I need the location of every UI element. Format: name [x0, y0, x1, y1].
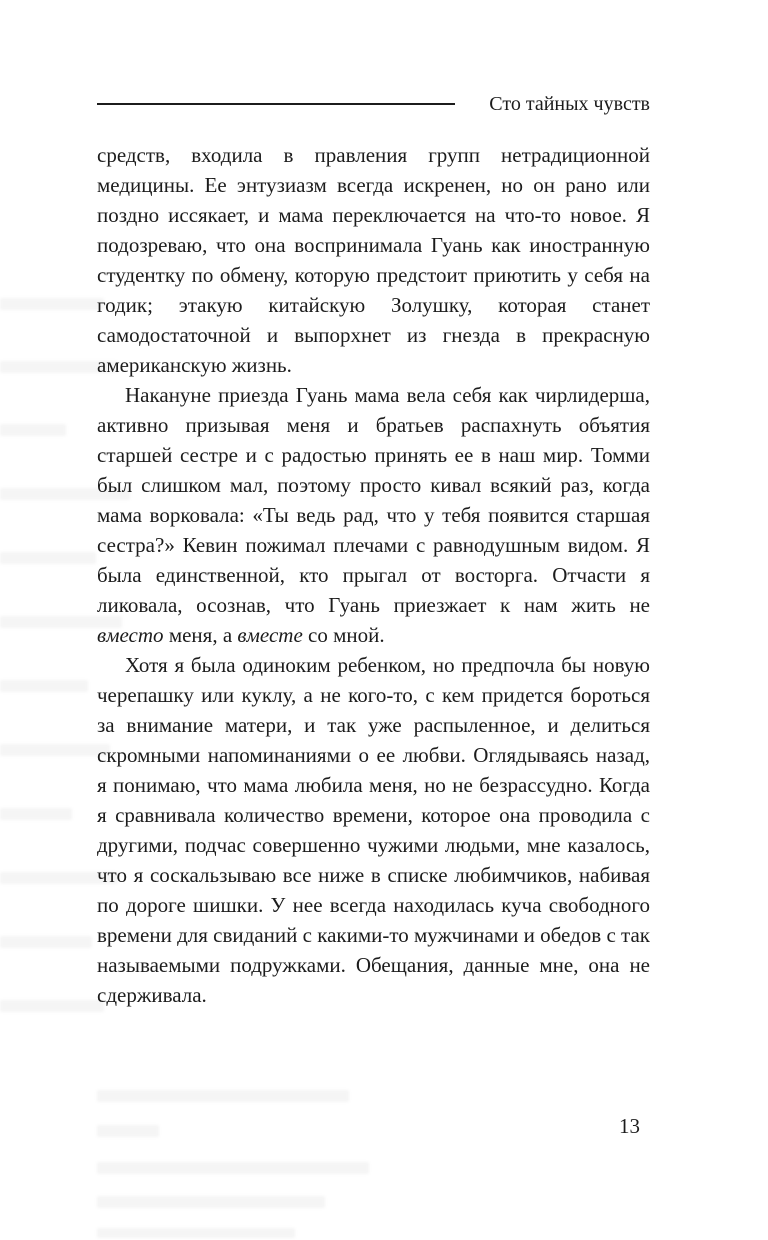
- paragraph-2-text: меня, а: [163, 623, 238, 647]
- paragraph-3: Хотя я была одиноким ребенком, но предпочла бы новую черепашку или куклу, а не кого-то, с кем придется бороться за внимание матери, и так уже распыленное, и делиться скромными напоминаниями о ее любви. Оглядываясь назад, я понимаю, что мама любила меня, но не безрассудно. Когда я сравнивала количество времени, которое она проводила с другими, подчас совершенно чужими людьми, мне казалось, что я соскальзываю все ниже в списке любимчиков, набивая по дороге шишки. У нее всегда находилась куча свободного времени для свиданий с какими-то мужчинами и обедов с так называемыми подружками. Обещания, данные мне, она не сдерживала.: [97, 653, 650, 1007]
- page-text: [97, 140, 650, 1010]
- page-number: 13: [619, 1114, 640, 1138]
- paragraph-1: средств, входила в правления групп нетрадиционной медицины. Ее энтузиазм всегда искренен, но он рано или поздно иссякает, и мама переключается на что-то новое. Я подозреваю, что она воспринимала Гуань как иностранную студентку по обмену, которую предстоит приютить у себя на годик; этакую китайскую Золушку, которая станет самодостаточной и выпорхнет из гнезда в прекрасную американскую жизнь.: [97, 143, 650, 377]
- running-title: Сто тайных чувств: [489, 93, 650, 115]
- page-header: [97, 92, 650, 116]
- paragraph-2: [97, 380, 650, 650]
- paragraph-2-text: со мной.: [302, 623, 385, 647]
- italic-word-vmeste: вместе: [237, 623, 303, 647]
- italic-word-vmesto: вместо: [97, 623, 164, 647]
- paragraph-2-text: Накануне приезда Гуань мама вела себя как чирлидерша, активно призывая меня и братьев распахнуть объятия старшей сестре и с радостью принять ее в наш мир. Томми был слишком мал, поэтому просто кивал всякий раз, когда мама ворковала: «Ты ведь рад, что у тебя появится старшая сестра?» Кевин пожимал плечами с равнодушным видом. Я была единственной, кто прыгал от восторга. Отчасти я ликовала, осознав, что Гуань приезжает к нам жить не: [97, 383, 650, 617]
- header-rule: [97, 103, 455, 105]
